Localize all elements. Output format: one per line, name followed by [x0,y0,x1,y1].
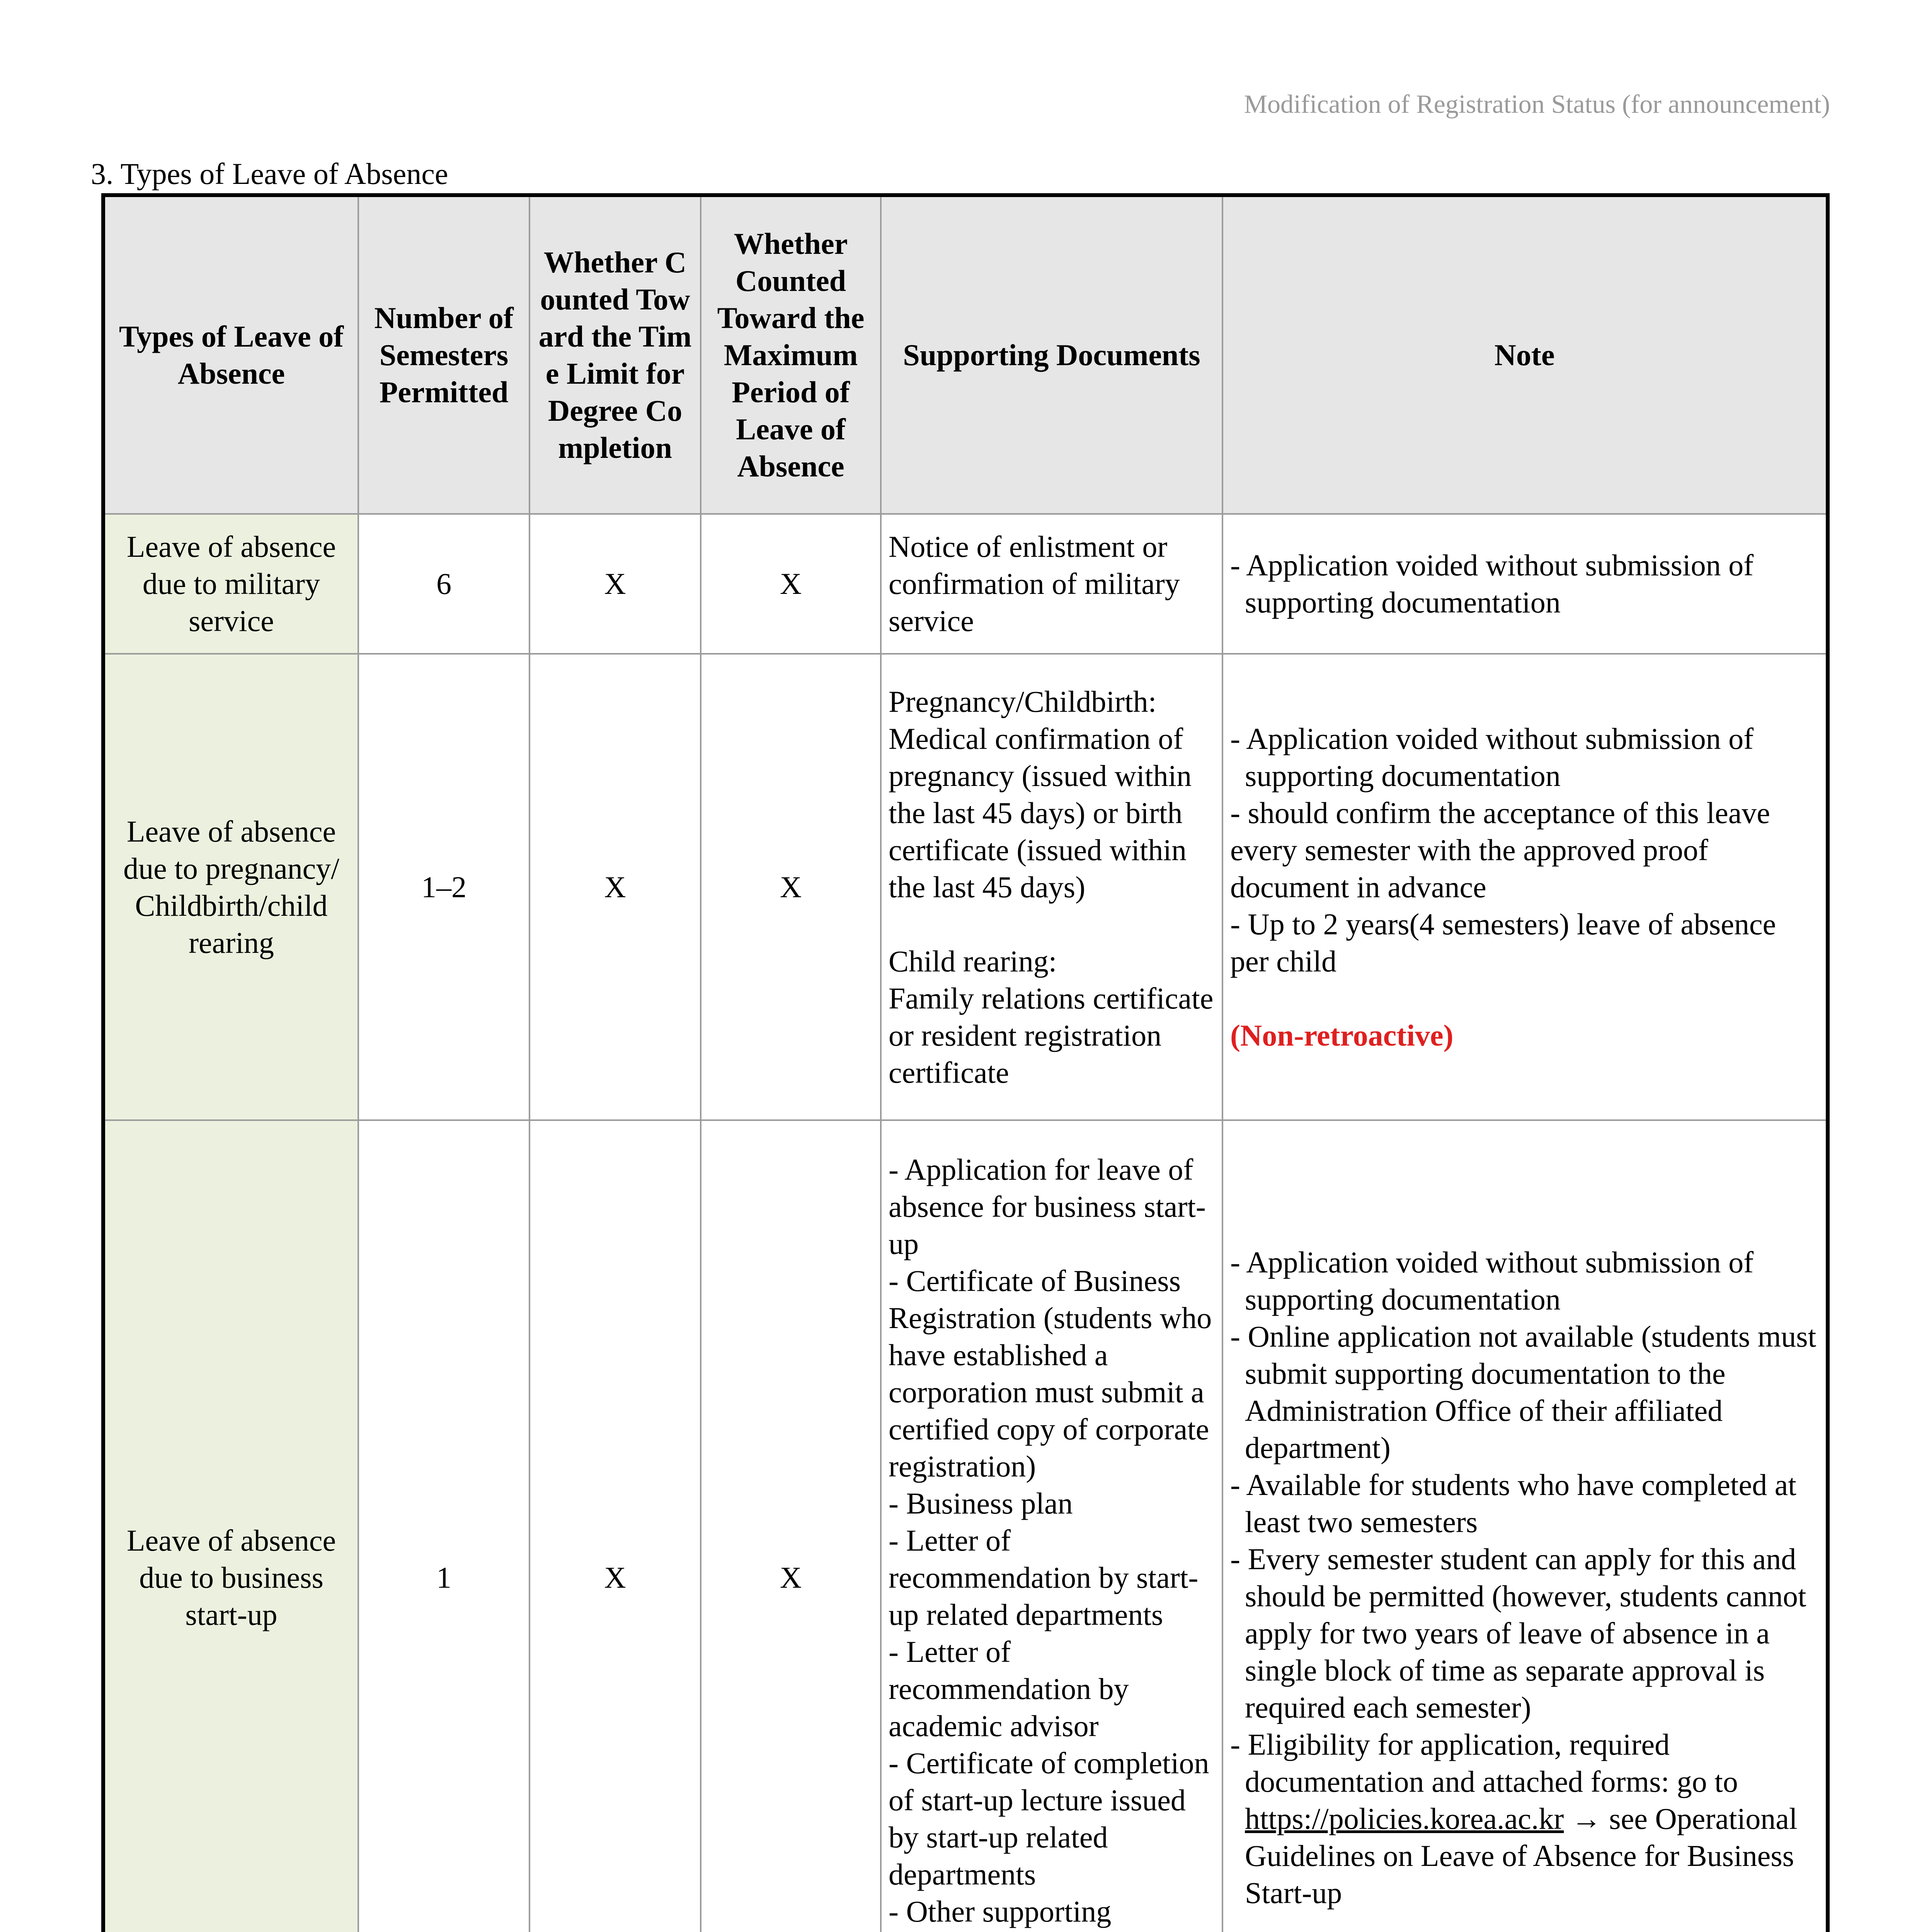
non-retroactive-label: (Non-retroactive) [1230,1018,1454,1052]
note-item: - Every semester student can apply for this and should be permitted (however, students cannot apply for two years of leave of absence in a single block of time as separate approval is required each semester) [1230,1542,1806,1724]
section-title: 3. Types of Leave of Absence [91,157,448,190]
time-limit-cell: X [529,1120,701,1932]
semesters-cell: 1–2 [358,654,529,1120]
note-cell [1222,654,1828,1120]
semesters-cell: 1 [358,1120,529,1932]
table-row [103,654,1828,1120]
note-item: - should confirm the acceptance of this leave every semester with the approved proof document in advance [1230,796,1770,904]
max-period-cell: X [701,1120,881,1932]
time-limit-cell: X [529,654,701,1120]
note-item: - Application voided without submission of supporting documentation [1230,1245,1754,1316]
note-cell [1222,514,1828,654]
table-header-row [103,195,1828,514]
doc-item: Child rearing: [889,944,1057,978]
policies-link[interactable]: https://policies.korea.ac.kr [1245,1801,1564,1835]
doc-item: Family relations certificate or resident registration certificate [889,981,1214,1089]
doc-item: - Letter of recommendation by academic advisor [889,1634,1129,1743]
leave-types-table [101,193,1830,1932]
note-item: - Application voided without submission of supporting documentation [1230,721,1754,793]
doc-item: - Application for leave of absence for business start-up [889,1152,1206,1260]
max-period-cell: X [701,654,881,1120]
max-period-cell: X [701,514,881,654]
note-cell [1222,1120,1828,1932]
docs-cell [881,1120,1222,1932]
table-row [103,514,1828,654]
col-header-semesters: Number of Semesters Permitted [358,195,529,514]
leave-type-cell: Leave of absence due to business start-up [103,1120,358,1932]
col-header-type: Types of Leave of Absence [103,195,358,514]
doc-item: Pregnancy/Childbirth: Medical confirmation of pregnancy (issued within the last 45 days) or birth certificate (issued within the last 45 days) [889,684,1192,904]
note-item: - Up to 2 years(4 semesters) leave of absence per child [1230,907,1776,978]
leave-type-cell: Leave of absence due to military service [103,514,358,654]
doc-item: - Certificate of completion of start-up lecture issued by start-up related departments [889,1746,1209,1891]
semesters-cell: 6 [358,514,529,654]
table-row [103,1120,1828,1932]
col-header-note: Note [1222,195,1828,514]
leave-type-cell: Leave of absence due to pregnancy/ Childbirth/child rearing [103,654,358,1120]
doc-item: - Other supporting [889,1894,1112,1928]
doc-item: - Business plan [889,1486,1073,1520]
doc-item: Notice of enlistment or confirmation of military service [889,530,1180,638]
note-item: - Application voided without submission of supporting documentation [1230,548,1754,619]
note-item-text: - Eligibility for application, required documentation and attached forms: go to [1230,1727,1738,1798]
page-header: Modification of Registration Status (for announcement) [1244,89,1830,119]
col-header-max-period: Whether Counted Toward the Maximum Period of Leave of Absence [701,195,881,514]
time-limit-cell: X [529,514,701,654]
note-item: - Available for students who have completed at least two semesters [1230,1468,1796,1539]
col-header-docs: Supporting Documents [881,195,1222,514]
doc-item: - Certificate of Business Registration (students who have established a corporation must submit a certified copy of corporate registration) [889,1264,1212,1483]
note-item: - Online application not available (students must submit supporting documentation to the Administration Office of their affiliated department) [1230,1319,1817,1464]
note-item-suffix: → see Operational Guidelines on Leave of Absence for Business Start-up [1245,1801,1798,1910]
note-item [1230,1726,1819,1912]
col-header-time-limit: Whether Counted Toward the Time Limit for Degree Completion [529,195,701,514]
doc-item: - Letter of recommendation by start-up related departments [889,1523,1199,1631]
docs-cell [881,654,1222,1120]
docs-cell [881,514,1222,654]
